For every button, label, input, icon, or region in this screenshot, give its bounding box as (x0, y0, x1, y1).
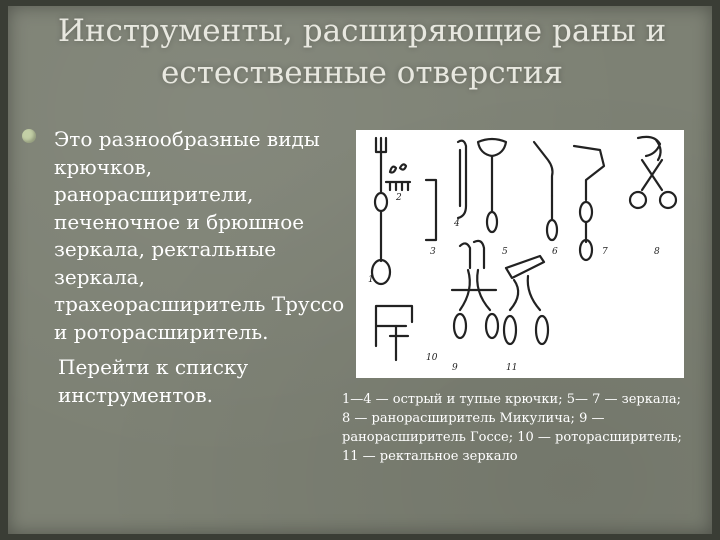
title-line-1: Инструменты, расширяющие раны и (57, 13, 667, 49)
instruments-drawing (356, 130, 684, 378)
title-line-2: естественные отверстия (161, 55, 563, 91)
figure-label-7: 7 (602, 247, 608, 257)
mirror-5-drawing (478, 139, 506, 232)
instrument-list-link[interactable]: Перейти к списку инструментов. (58, 355, 249, 407)
bullet-paragraph: Это разнообразные виды крючков, ранорасширители, печеночное и брюшное зеркала, ректальные зеркала, трахеорасширитель Труссо и роторасширитель. (54, 127, 345, 344)
figure-caption: 1—4 — острый и тупые крючки; 5— 7 — зеркала; 8 — ранорасширитель Микулича; 9 — ранорасширитель Госсе; 10 — роторасширитель; 11 — ректальное зеркало (342, 392, 682, 464)
figure-label-5: 5 (502, 247, 508, 257)
rectal-speculum-drawing (504, 256, 548, 344)
figure-label-3: 3 (430, 247, 436, 257)
body-text (54, 126, 354, 409)
figure-label-8: 8 (654, 247, 660, 257)
mikulich-retractor-drawing (630, 137, 676, 208)
figure-label-10: 10 (426, 353, 438, 363)
bullet-icon (22, 129, 36, 143)
blunt-hook-drawing (426, 180, 436, 240)
figure-label-11: 11 (506, 363, 518, 373)
figure-label-9: 9 (452, 363, 458, 373)
mouth-gag-drawing (376, 306, 412, 360)
instruments-figure (356, 130, 684, 378)
figure-label-1: 1 (368, 275, 374, 285)
sharp-hook-drawing (372, 138, 390, 284)
hook-drawing (458, 141, 466, 218)
slide-title (20, 10, 704, 94)
figure-label-4: 4 (454, 219, 460, 229)
mirror-6-drawing (534, 142, 557, 240)
gosset-retractor-drawing (452, 241, 498, 338)
figure-label-6: 6 (552, 247, 558, 257)
figure-label-2: 2 (396, 193, 402, 203)
rake-drawing (386, 164, 410, 190)
mirror-7-drawing (574, 146, 604, 260)
